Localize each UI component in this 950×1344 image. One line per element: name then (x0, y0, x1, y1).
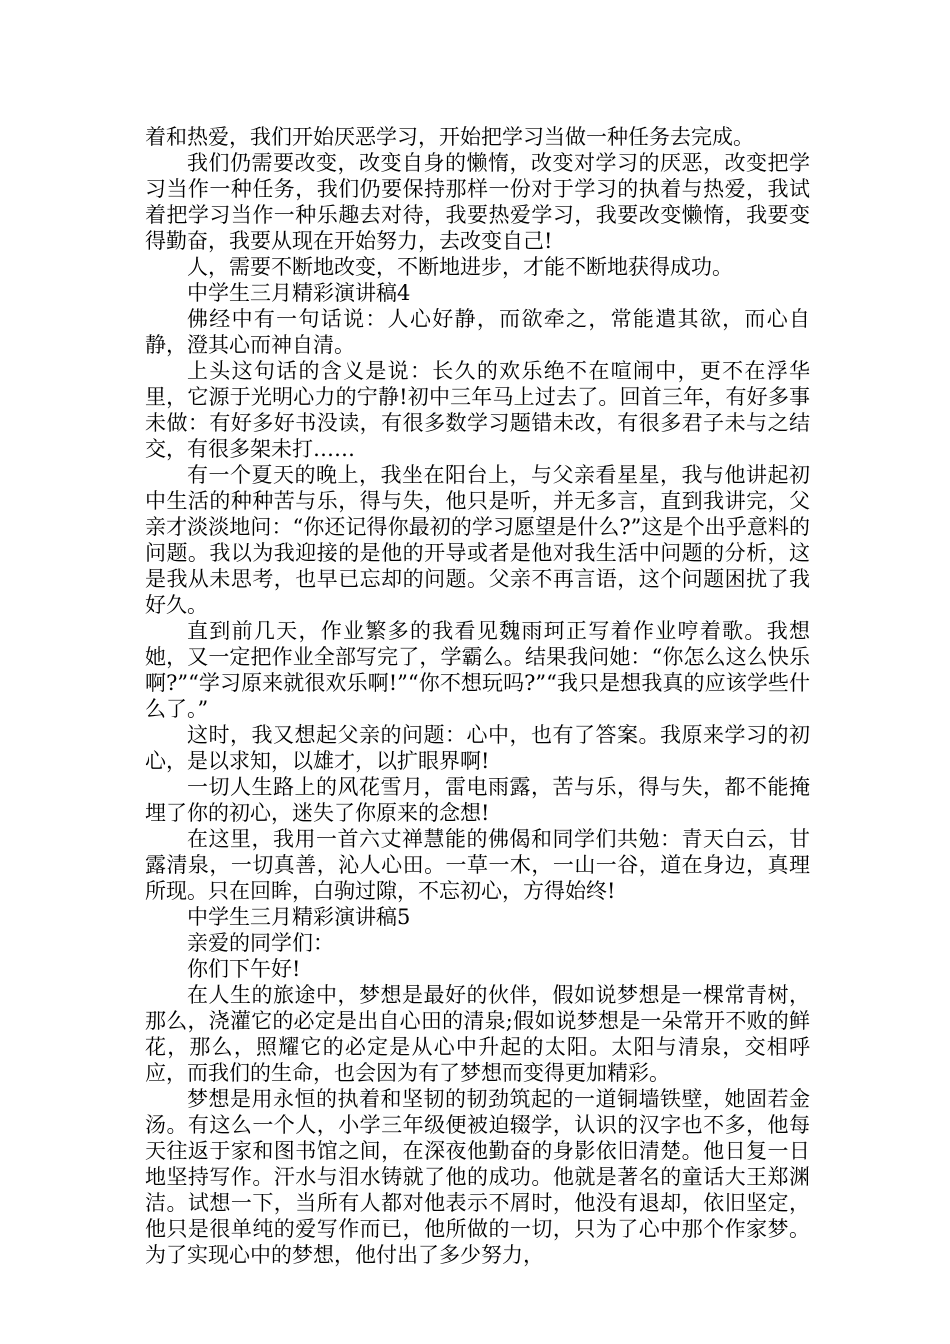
paragraph: 上头这句话的含义是说：长久的欢乐绝不在喧闹中，更不在浮华里，它源于光明心力的宁静!初中三年马上过去了。回首三年，有好多事未做：有好多好书没读，有很多数学习题错未改，有很多君子未与之结交，有很多架未打…… (145, 359, 810, 461)
paragraph: 在人生的旅途中，梦想是最好的伙伴，假如说梦想是一棵常青树，那么，浇灌它的必定是出自心田的清泉;假如说梦想是一朵常开不败的鲜花，那么，照耀它的必定是从心中升起的太阳。太阳与清泉，交相呼应，而我们的生命，也会因为有了梦想而变得更加精彩。 (145, 983, 810, 1085)
section-heading: 中学生三月精彩演讲稿5 (187, 905, 411, 929)
document-page (145, 124, 810, 1268)
section-heading: 中学生三月精彩演讲稿4 (187, 281, 411, 305)
paragraph: 在这里，我用一首六丈禅慧能的佛偈和同学们共勉：青天白云，甘露清泉，一切真善，沁人心田。一草一木，一山一谷，道在身边，真理所现。只在回眸，白驹过隙，不忘初心，方得始终! (145, 827, 810, 903)
paragraph: 一切人生路上的风花雪月，雷电雨露，苦与乐，得与失，都不能掩埋了你的初心，迷失了你原来的念想! (145, 775, 810, 825)
paragraph: 我们仍需要改变，改变自身的懒惰，改变对学习的厌恶，改变把学习当作一种任务，我们仍要保持那样一份对于学习的执着与热爱，我试着把学习当作一种乐趣去对待，我要热爱学习，我要改变懒惰，我要变得勤奋，我要从现在开始努力，去改变自己! (145, 151, 810, 253)
paragraph: 有一个夏天的晚上，我坐在阳台上，与父亲看星星，我与他讲起初中生活的种种苦与乐，得与失，他只是听，并无多言，直到我讲完，父亲才淡淡地问：“你还记得你最初的学习愿望是什么?”这是个出乎意料的问题。我以为我迎接的是他的开导或者是他对我生活中问题的分析，这是我从未思考，也早已忘却的问题。父亲不再言语，这个问题困扰了我好久。 (145, 463, 810, 617)
paragraph: 佛经中有一句话说：人心好静，而欲牵之，常能遣其欲，而心自静，澄其心而神自清。 (145, 307, 810, 357)
paragraph: 直到前几天，作业繁多的我看见魏雨珂正写着作业哼着歌。我想她，又一定把作业全部写完了，学霸么。结果我问她：“你怎么这么快乐啊?”“学习原来就很欢乐啊!”“你不想玩吗?”“我只是想我真的应该学些什么了。” (145, 619, 810, 721)
paragraph: 人，需要不断地改变，不断地进步，才能不断地获得成功。 (187, 255, 733, 279)
greeting: 你们下午好! (187, 957, 301, 981)
salutation: 亲爱的同学们： (187, 931, 334, 955)
paragraph: 这时，我又想起父亲的问题：心中，也有了答案。我原来学习的初心，是以求知，以雄才，以扩眼界啊! (145, 723, 810, 773)
paragraph-continued: 着和热爱，我们开始厌恶学习，开始把学习当做一种任务去完成。 (145, 125, 754, 149)
paragraph: 梦想是用永恒的执着和坚韧的韧劲筑起的一道铜墙铁壁，她固若金汤。有这么一个人，小学三年级便被迫辍学，认识的汉字也不多，他每天往返于家和图书馆之间，在深夜他勤奋的身影依旧清楚。他日复一日地坚持写作。汗水与泪水铸就了他的成功。他就是著名的童话大王郑渊洁。试想一下，当所有人都对他表示不屑时，他没有退却，依旧坚定，他只是很单纯的爱写作而已，他所做的一切，只为了心中那个作家梦。为了实现心中的梦想，他付出了多少努力， (145, 1087, 810, 1267)
